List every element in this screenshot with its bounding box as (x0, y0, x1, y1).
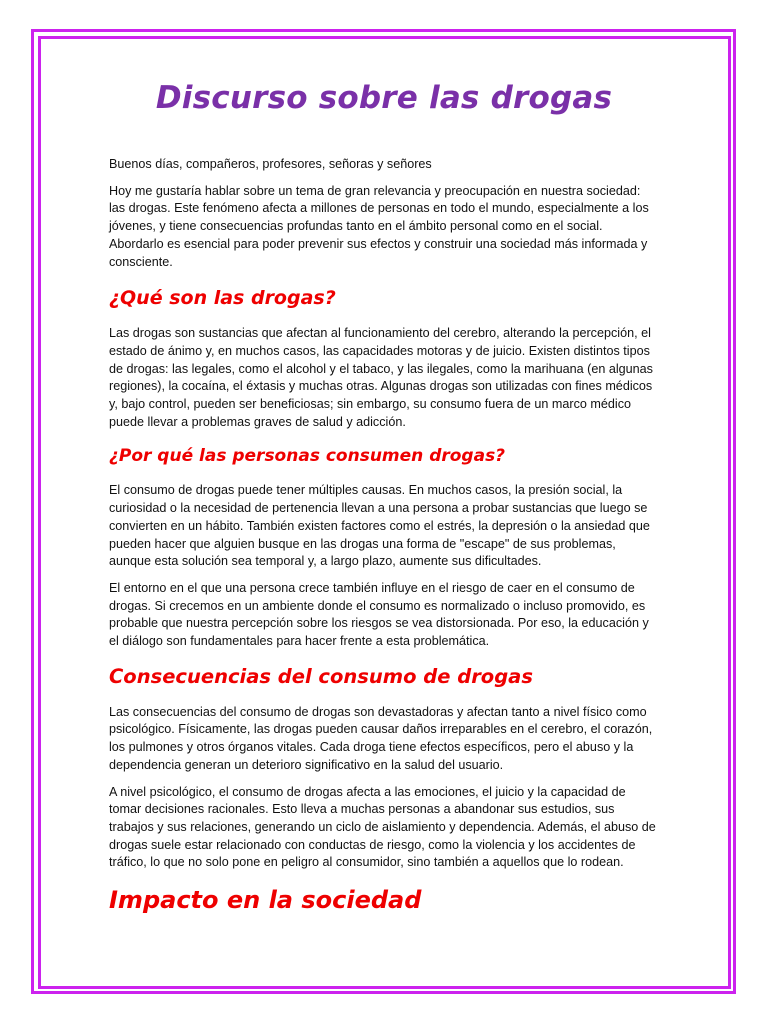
section-heading-consequences: Consecuencias del consumo de drogas (109, 664, 533, 688)
section-paragraph: El consumo de drogas puede tener múltiples causas. En muchos casos, la presión social, la curiosidad o la necesidad de pertenencia llevan a una persona a probar sustancias que luego se convierten en un hábito. También existen factores como el estrés, la depresión o la ansiedad que pueden hacer que alguien busque en las drogas una forma de "escape" de sus problemas, aunque esta solución sea temporal y, a largo plazo, aumente sus dificultades. (109, 483, 650, 569)
section-paragraph: Las drogas son sustancias que afectan al funcionamiento del cerebro, alterando la percepción, el estado de ánimo y, en muchos casos, las capacidades motoras y de juicio. Existen distintos tipos de drogas: las legales, como el alcohol y el tabaco, y las ilegales, como la marihuana (en algunas regiones), la cocaína, el éxtasis y muchas otras. Algunas drogas son utilizadas con fines médicos y, bajo control, pueden ser beneficiosas; sin embargo, su consumo fuera de un marco médico puede llevar a problemas graves de salud y adicción. (109, 326, 653, 429)
section-heading-society-impact: Impacto en la sociedad (109, 886, 422, 915)
section-heading-what-are-drugs: ¿Qué son las drogas? (109, 287, 336, 310)
section-paragraph: Las consecuencias del consumo de drogas son devastadoras y afectan tanto a nivel físico como psicológico. Físicamente, las drogas pueden causar daños irreparables en el cerebro, el corazón, los pulmones y otros órganos vitales. Cada droga tiene efectos específicos, pero el abuso y la dependencia generan un deterioro significativo en la salud del usuario. (109, 704, 653, 772)
intro-paragraph: Hoy me gustaría hablar sobre un tema de gran relevancia y preocupación en nuestra sociedad: las drogas. Este fenómeno afecta a millones de personas en todo el mundo, especialmente a los jóvenes, y tiene consecuencias profundas tanto en el ámbito personal como en el social. Abordarlo es esencial para poder prevenir sus efectos y construir una sociedad más informada y consciente. (109, 183, 649, 269)
greeting-paragraph: Buenos días, compañeros, profesores, señoras y señores (109, 157, 432, 171)
document-title: Discurso sobre las drogas (155, 80, 613, 116)
section-paragraph: A nivel psicológico, el consumo de drogas afecta a las emociones, el juicio y la capacidad de tomar decisiones racionales. Esto lleva a muchas personas a abandonar sus estudios, sus trabajos y sus relaciones, generando un ciclo de aislamiento y dependencia. Además, el abuso de drogas suele estar relacionado con conductas de riesgo, como la violencia y los accidentes de tráfico, lo que no solo pone en peligro al consumidor, sino también a aquellos que lo rodean. (109, 784, 656, 870)
section-heading-why-consume: ¿Por qué las personas consumen drogas? (109, 446, 506, 467)
section-paragraph: El entorno en el que una persona crece también influye en el riesgo de caer en el consumo de drogas. Si crecemos en un ambiente donde el consumo es normalizado o incluso promovido, es probable que nuestra percepción sobre los riesgos se vea distorsionada. Por eso, la educación y el diálogo son fundamentales para hacer frente a esta problemática. (109, 580, 649, 649)
document-body (109, 80, 659, 930)
